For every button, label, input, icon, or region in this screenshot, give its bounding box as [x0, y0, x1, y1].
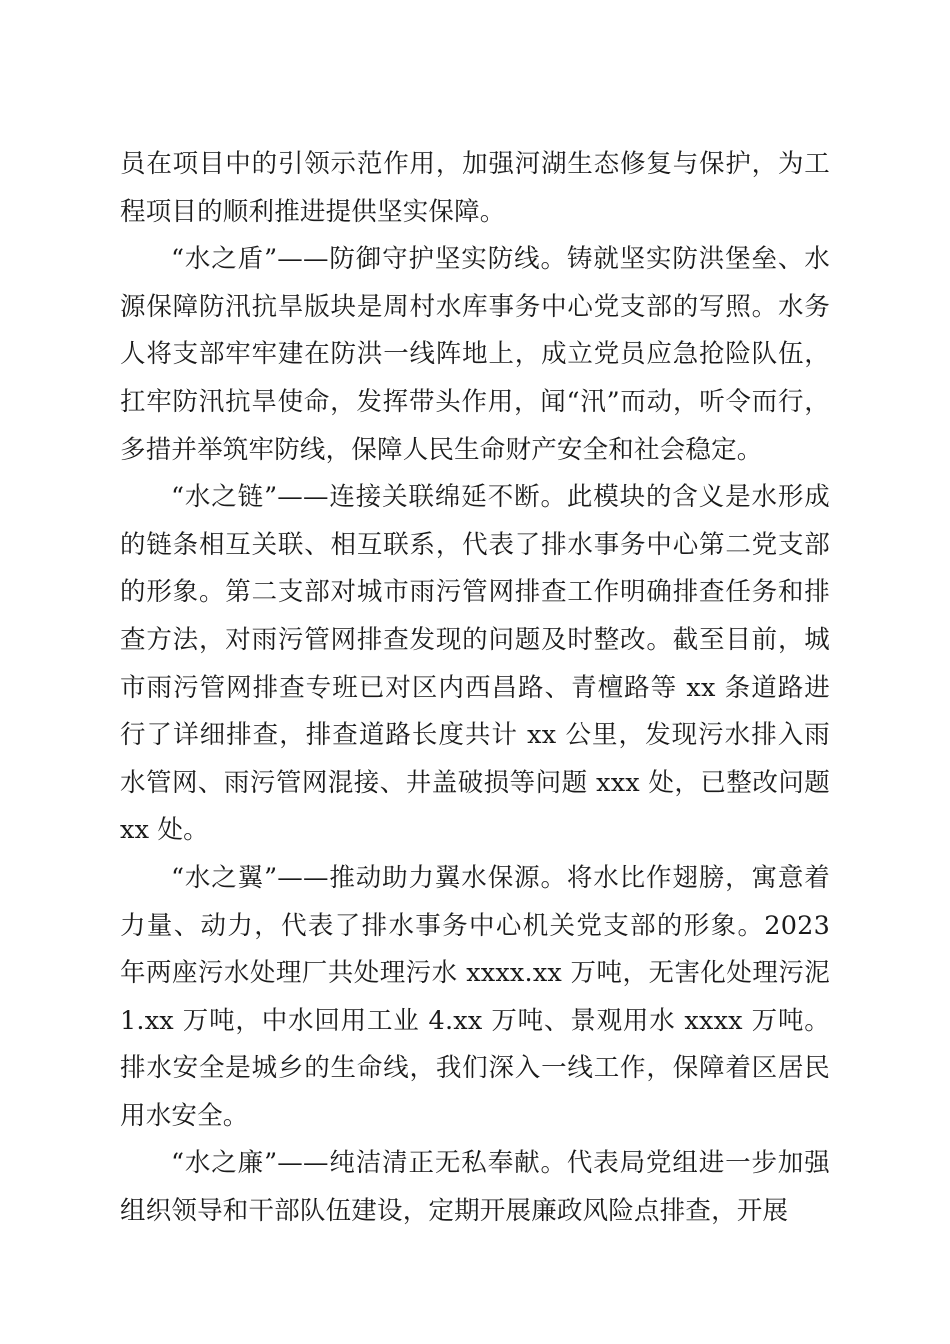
paragraph-water-chain: “水之链”——连接关联绵延不断。此模块的含义是水形成的链条相互关联、相互联系，代表了排水事务中心第二党支部的形象。第二支部对城市雨污管网排查工作明确排查任务和排查方法，对雨污管网排查发现的问题及时整改。截至目前，城市雨污管网排查专班已对区内西昌路、青檀路等 xx 条道路进行了详细排查，排查道路长度共计 xx 公里，发现污水排入雨水管网、雨污管网混接、井盖破损等问题 xxx 处，已整改问题 xx 处。 [120, 482, 830, 846]
paragraph-water-shield: “水之盾”——防御守护坚实防线。铸就坚实防洪堡垒、水源保障防汛抗旱版块是周村水库事务中心党支部的写照。水务人将支部牢牢建在防洪一线阵地上，成立党员应急抢险队伍，扛牢防汛抗旱使命，发挥带头作用，闻“汛”而动，听令而行，多措并举筑牢防线，保障人民生命财产安全和社会稳定。 [120, 244, 830, 465]
document-body [120, 141, 830, 1236]
paragraph-water-integrity: “水之廉”——纯洁清正无私奉献。代表局党组进一步加强组织领导和干部队伍建设，定期开展廉政风险点排查，开展 [120, 1148, 830, 1227]
paragraph-continuation: 员在项目中的引领示范作用，加强河湖生态修复与保护，为工程项目的顺利推进提供坚实保障。 [120, 149, 830, 227]
paragraph-water-wing: “水之翼”——推动助力翼水保源。将水比作翅膀，寓意着力量、动力，代表了排水事务中心机关党支部的形象。2023 年两座污水处理厂共处理污水 xxxx.xx 万吨，无害化处理污泥 1.xx 万吨，中水回用工业 4.xx 万吨、景观用水 xxxx 万吨。排水安全是城乡的生命线，我们深入一线工作，保障着区居民用水安全。 [120, 862, 830, 1131]
